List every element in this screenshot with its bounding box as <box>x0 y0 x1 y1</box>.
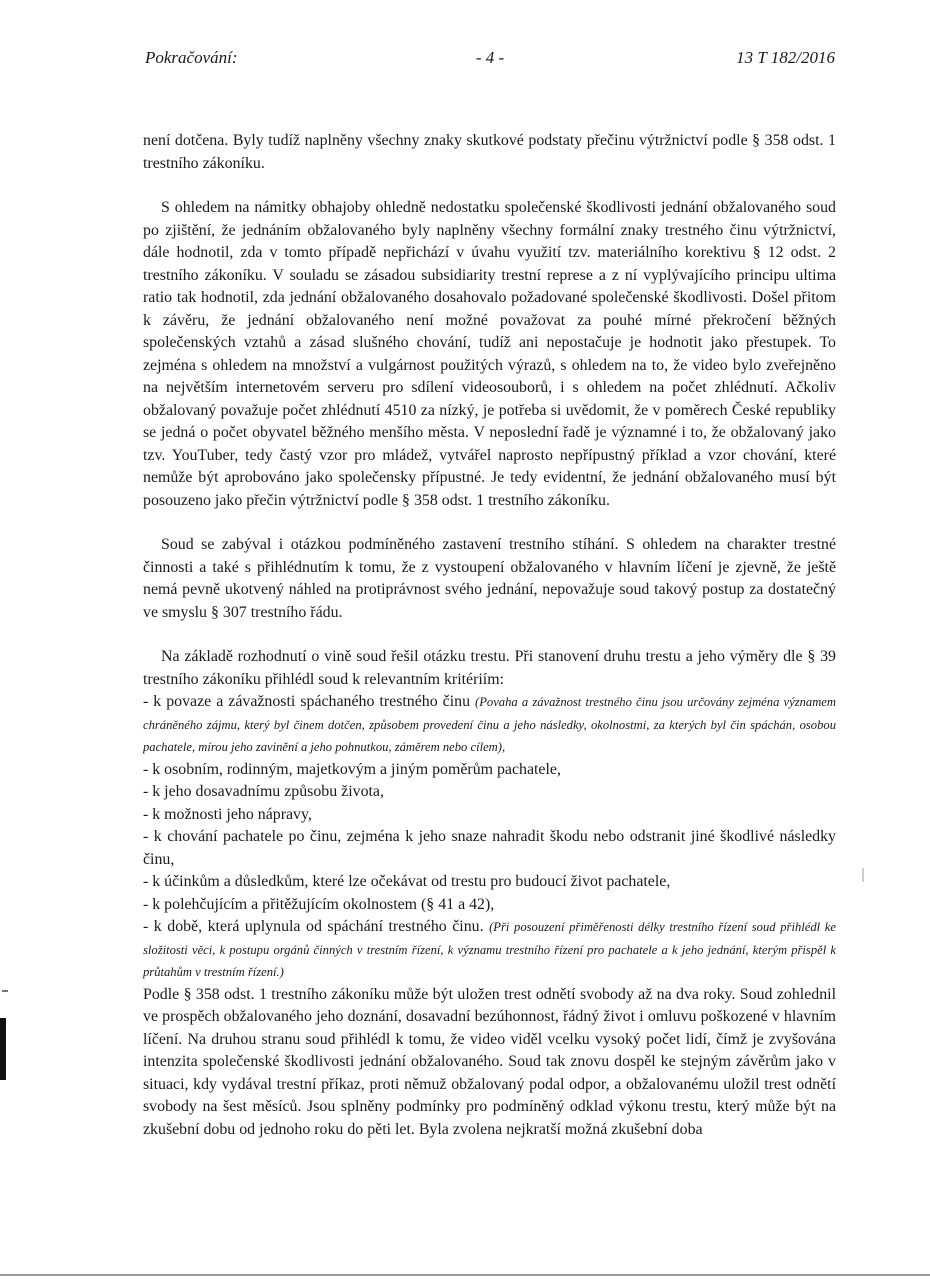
page-number: - 4 - <box>475 48 505 67</box>
paragraph-continuation: není dotčena. Byly tudíž naplněny všechny znaky skutkové podstaty přečinu výtržnictví podle § 358 odst. 1 trestního zákoníku. <box>143 132 836 172</box>
criterion-note: (Při posouzení přiměřenosti délky trestního řízení soud přihlédl ke složitosti věci, k postupu orgánů činných v trestním řízení, k významu trestního řízení pro pachatele a k jeho jednání, kterým přispěl k průtahům v trestním řízení.) <box>143 920 836 979</box>
paragraph-social-harm: S ohledem na námitky obhajoby ohledně nedostatku společenské škodlivosti jednání obžalovaného soud po zjištění, že jednáním obžalovaného byly naplněny všechny formální znaky trestného činu výtržnictví, dále hodnotil, zda v tomto případě nepřichází v úvahu využití tzv. materiálního korektivu § 12 odst. 2 trestního zákoníku. V souladu se zásadou subsidiarity trestní represe a z ní vyplývajícího principu ultima ratio tak hodnotil, zda jednání obžalovaného dosahovalo požadované společenské škodlivosti. Došel přitom k závěru, že jednání obžalovaného není možné považovat za pouhé mírné překročení běžných společenských vztahů a zásad slušného chování, tudíž ani nepostačuje je hodnotit jako přestupek. To zejména s ohledem na množství a vulgárnost použitých výrazů, s ohledem na to, že video bylo zveřejněno na největším internetovém serveru pro sdílení videosouborů, i s ohledem na počet zhlédnutí. Ačkoliv obžalovaný považuje počet zhlédnutí 4510 za nízký, je potřeba si uvědomit, že v poměrech České republiky se jedná o počet obyvatel běžného menšího města. V neposlední řadě je významné i to, že obžalovaný jako tzv. YouTuber, tedy častý vzor pro mládež, vytvářel naprosto nepřípustný příklad a vzor chování, které nemůže být aprobováno jako společensky přípustné. Je tedy evidentní, že jednání obžalovaného musí být posouzeno jako přečin výtržnictví podle § 358 odst. 1 trestního zákoníku. <box>143 199 836 509</box>
criterion-text: - k povaze a závažnosti spáchaného trestného činu <box>143 693 476 710</box>
scan-margin-mark <box>0 1018 6 1080</box>
criterion-note: (Povaha a závažnost trestného činu jsou určovány zejména významem chráněného zájmu, který byl činem dotčen, způsobem provedení činu a jeho následky, okolnostmi, za kterých byl čin spáchán, osobou pachatele, mírou jeho zavinění a jeho pohnutkou, záměrem nebo cílem), <box>143 695 836 754</box>
scan-speck <box>862 868 864 882</box>
criteria-list <box>143 691 836 984</box>
criterion-text: - k době, která uplynula od spáchání trestného činu. <box>143 918 490 935</box>
scan-bottom-edge <box>0 1274 930 1276</box>
list-item: - k jeho dosavadnímu způsobu života, <box>143 783 384 800</box>
list-item: - k osobním, rodinným, majetkovým a jiným poměrům pachatele, <box>143 760 561 778</box>
header-continuation-label: Pokračování: <box>145 48 238 67</box>
case-number: 13 T 182/2016 <box>736 48 835 67</box>
page-header <box>145 48 835 72</box>
list-item <box>143 916 836 984</box>
list-item: - k účinkům a důsledkům, které lze očekávat od trestu pro budoucí život pachatele, <box>143 873 671 890</box>
list-item: - k možnosti jeho nápravy, <box>143 805 312 823</box>
document-body <box>143 130 836 1141</box>
list-item: - k chování pachatele po činu, zejména k jeho snaze nahradit škodu nebo odstranit jiné škodlivé následky činu, <box>143 828 836 868</box>
scan-margin-tick <box>2 990 8 992</box>
list-item: - k polehčujícím a přitěžujícím okolnostem (§ 41 a 42), <box>143 895 495 913</box>
list-item <box>143 691 836 759</box>
paragraph-sentence: Podle § 358 odst. 1 trestního zákoníku může být uložen trest odnětí svobody až na dva roky. Soud zohlednil ve prospěch obžalovaného jeho doznání, dosavadní bezúhonnost, řádný život i omluvu poškozené v hlavním líčení. Na druhou stranu soud přihlédl k tomu, že video viděl vcelku vysoký počet lidí, čímž je zvyšována intenzita společenské škodlivosti jednání obžalovaného. Soud tak znovu dospěl ke stejným závěrům jako v situaci, kdy vydával trestní příkaz, proti němuž obžalovaný podal odpor, a obžalovanému uložil trest odnětí svobody na šest měsíců. Jsou splněny podmínky pro podmíněný odklad výkonu trestu, který může být na zkušební dobu od jednoho roku do pěti let. Byla zvolena nejkratší možná zkušební doba <box>143 985 836 1138</box>
paragraph-conditional-discontinuation: Soud se zabýval i otázkou podmíněného zastavení trestního stíhání. S ohledem na charakter trestné činnosti a také s přihlédnutím k tomu, že z vystoupení obžalovaného v hlavním líčení je zjevně, že ještě nemá pevně ukotvený náhled na protiprávnost svého jednání, nepovažuje soud takový postup za dostatečný ve smyslu § 307 trestního řádu. <box>143 536 836 621</box>
paragraph-sentencing-intro: Na základě rozhodnutí o vině soud řešil otázku trestu. Při stanovení druhu trestu a jeho výměry dle § 39 trestního zákoníku přihlédl soud k relevantním kritériím: <box>143 648 836 688</box>
